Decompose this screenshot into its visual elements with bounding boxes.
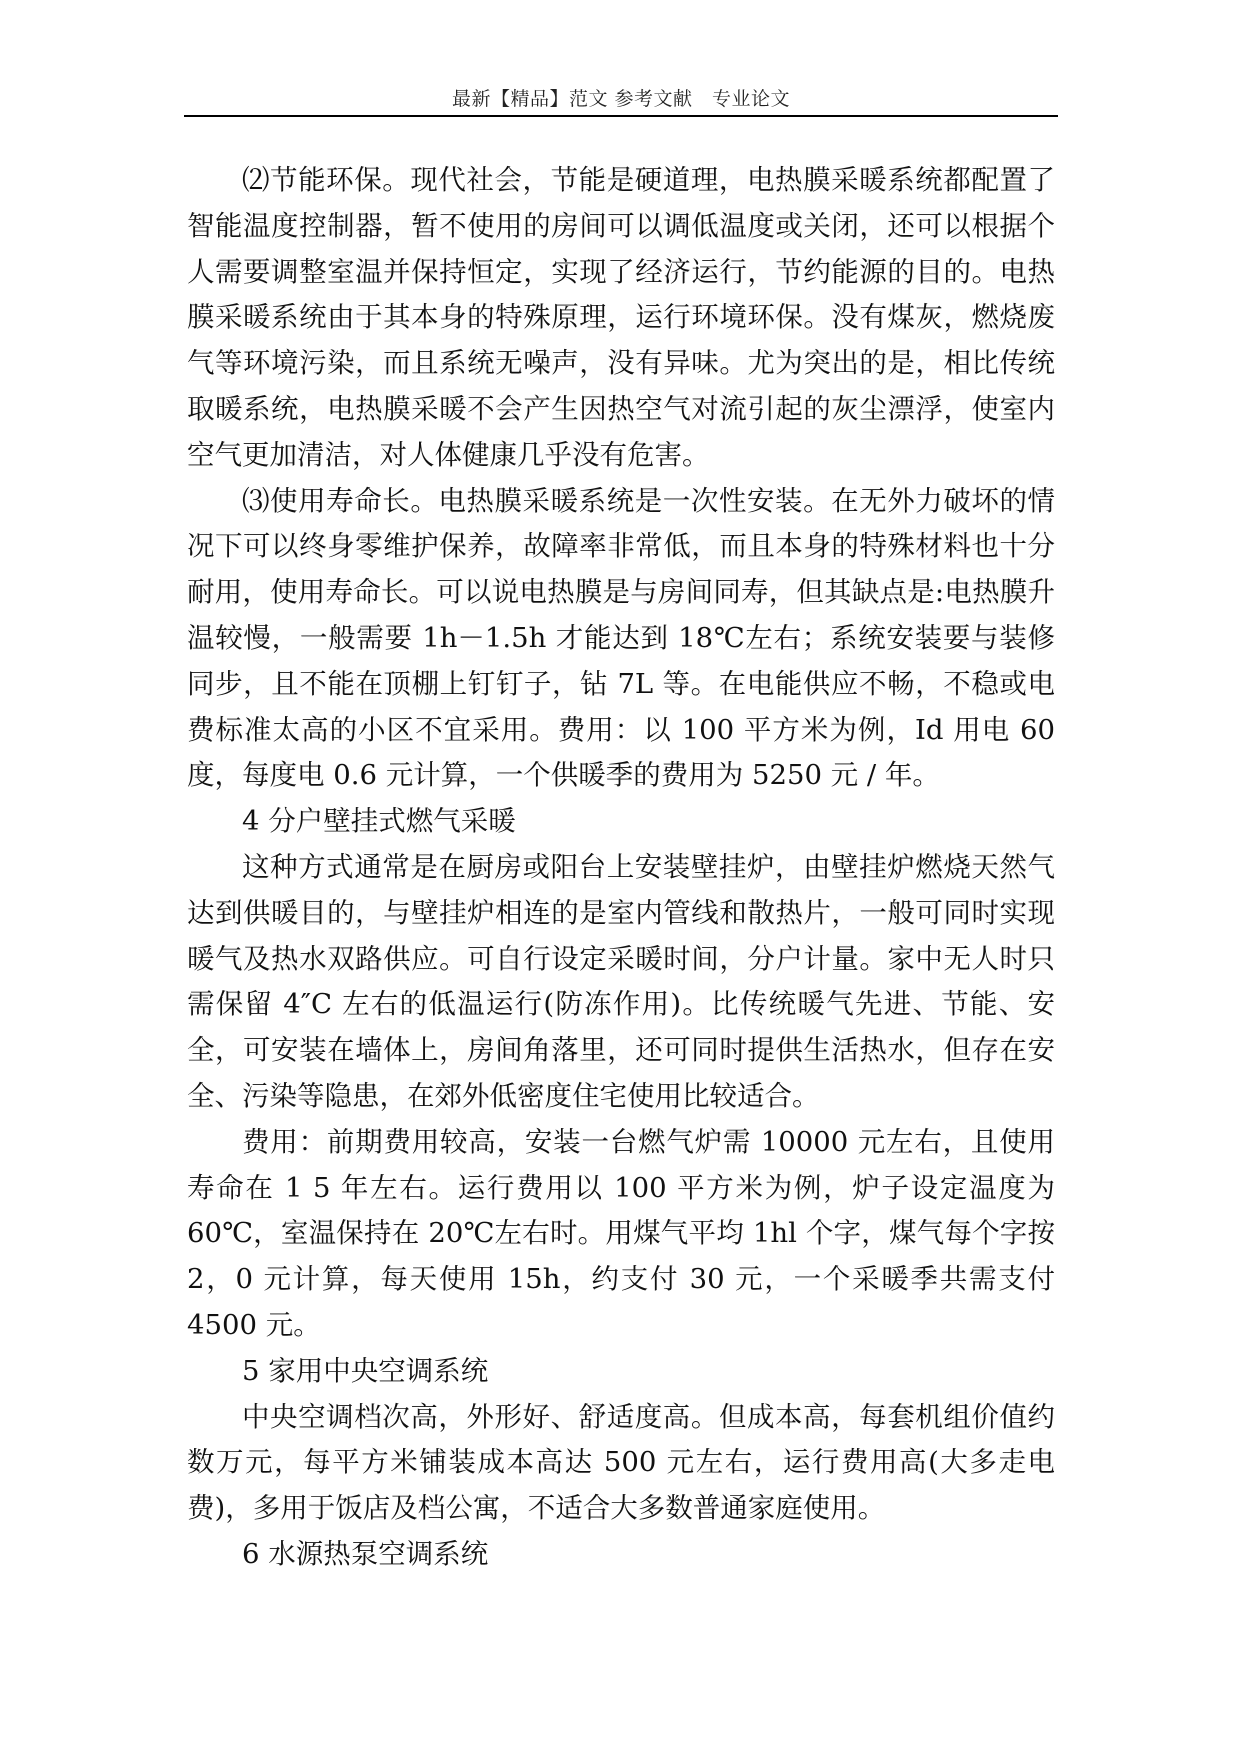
- section-heading-central-ac: 5 家用中央空调系统: [242, 1354, 489, 1387]
- paragraph-gas-cost: 费用：前期费用较高，安装一台燃气炉需 10000 元左右，且使用寿命在 1 5 年左右。运行费用以 100 平方米为例，炉子设定温度为 60℃，室温保持在 20℃左右时。用煤气平均 1hl 个字，煤气每个字按 2，0 元计算，每天使用 15h，约支付 30 元，一个采暖季共需支付 4500 元。: [187, 1125, 1055, 1341]
- page-header: 最新【精品】范文 参考文献 专业论文: [451, 88, 791, 110]
- section-heading-wall-hung-gas: 4 分户壁挂式燃气采暖: [242, 805, 516, 838]
- section-heading-water-source-heat-pump: 6 水源热泵空调系统: [242, 1537, 489, 1570]
- paragraph-central-ac: 中央空调档次高，外形好、舒适度高。但成本高，每套机组价值约数万元，每平方米铺装成本高达 500 元左右，运行费用高(大多走电费)，多用于饭店及档公寓，不适合大多数普通家庭使用。: [187, 1400, 1055, 1525]
- paragraph-service-life: ⑶使用寿命长。电热膜采暖系统是一次性安装。在无外力破坏的情况下可以终身零维护保养，故障率非常低，而且本身的特殊材料也十分耐用，使用寿命长。可以说电热膜是与房间同寿，但其缺点是:电热膜升温较慢，一般需要 1h－1.5h 才能达到 18℃左右；系统安装要与装修同步，且不能在顶棚上钉钉子，钻 7L 等。在电能供应不畅，不稳或电费标准太高的小区不宜采用。费用：以 100 平方米为例，Id 用电 60 度，每度电 0.6 元计算，一个供暖季的费用为 5250 元 / 年。: [187, 484, 1055, 792]
- paragraph-energy-saving: ⑵节能环保。现代社会，节能是硬道理，电热膜采暖系统都配置了智能温度控制器，暂不使用的房间可以调低温度或关闭，还可以根据个人需要调整室温并保持恒定，实现了经济运行，节约能源的目的。电热膜采暖系统由于其本身的特殊原理，运行环境环保。没有煤灰，燃烧废气等环境污染，而且系统无噪声，没有异味。尤为突出的是，相比传统取暖系统，电热膜采暖不会产生因热空气对流引起的灰尘漂浮，使室内空气更加清洁，对人体健康几乎没有危害。: [187, 164, 1055, 471]
- paragraph-wall-hung-gas: 这种方式通常是在厨房或阳台上安装壁挂炉，由壁挂炉燃烧天然气达到供暖目的，与壁挂炉相连的是室内管线和散热片，一般可同时实现暖气及热水双路供应。可自行设定采暖时间，分户计量。家中无人时只需保留 4″C 左右的低温运行(防冻作用)。比传统暖气先进、节能、安全，可安装在墙体上，房间角落里，还可同时提供生活热水，但存在安全、污染等隐患，在郊外低密度住宅使用比较适合。: [187, 850, 1055, 1112]
- header-divider: [184, 115, 1058, 117]
- document-body: [187, 158, 1055, 1578]
